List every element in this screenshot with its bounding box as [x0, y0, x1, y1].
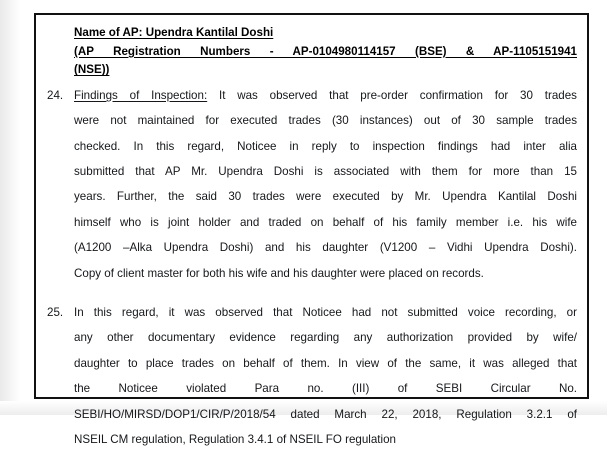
- paragraph-24-line-2: were not maintained for executed trades (30 instances) out of 30 sample trades: [74, 114, 577, 128]
- ap-name-line: Name of AP: Upendra Kantilal Doshi: [74, 26, 274, 39]
- paragraph-25-line-2: any other documentary evidence regarding any authorization provided by wife/: [74, 331, 577, 345]
- paragraph-24-line-6: himself who is joint holder and traded on behalf of his family member i.e. his wife: [74, 215, 577, 229]
- paragraph-24-line-7: (A1200 –Alka Upendra Doshi) and his daughter (V1200 – Vidhi Upendra Doshi).: [74, 241, 577, 255]
- document-border-frame: [34, 13, 589, 447]
- paragraph-25-line-6: NSEIL CM regulation, Regulation 3.4.1 of NSEIL FO regulation: [74, 433, 397, 447]
- paragraph-24-line-4: submitted that AP Mr. Upendra Doshi is associated with them for more than 15: [74, 165, 577, 178]
- paragraph-25-line-3: daughter to place trades on behalf of them. In view of the same, it was alleged that: [74, 356, 577, 370]
- paragraph-24: [47, 83, 577, 286]
- paragraph-24-line-5: years. Further, the said 30 trades were executed by Mr. Upendra Kantilal Doshi: [74, 190, 577, 204]
- paragraph-25-line-5: SEBI/HO/MIRSD/DOP1/CIR/P/2018/54 dated March 22, 2018, Regulation 3.2.1 of: [74, 407, 577, 421]
- paragraph-24-line-8: Copy of client master for both his wife and his daughter were placed on records.: [74, 266, 484, 280]
- paragraph-24-line-3: checked. In this regard, Noticee in reply to inspection findings had inter alia: [74, 139, 577, 153]
- document-content: [36, 15, 591, 452]
- paragraph-25-number: 25.: [47, 306, 64, 320]
- paragraph-25-line-1: In this regard, it was observed that Noticee had not submitted voice recording, or: [74, 306, 577, 320]
- paragraph-24-line-1: [74, 83, 577, 108]
- findings-of-inspection-label: Findings of Inspection:: [74, 88, 208, 102]
- ap-header-block: [74, 24, 577, 80]
- paragraph-24-number: 24.: [47, 88, 64, 102]
- ap-registration-line-2: (NSE)): [74, 63, 110, 77]
- paragraph-25: [47, 300, 577, 452]
- ap-registration-line-1: (AP Registration Numbers - AP-0104980114157 (BSE) & AP-1105151941: [74, 44, 577, 58]
- paragraph-25-line-4: the Noticee violated Para no. (III) of SEBI Circular No.: [74, 382, 577, 396]
- scan-edge-shadow-left: [0, 0, 20, 415]
- paragraph-24-line-1-text: It was observed that pre-order confirmation for 30 trades: [218, 88, 577, 102]
